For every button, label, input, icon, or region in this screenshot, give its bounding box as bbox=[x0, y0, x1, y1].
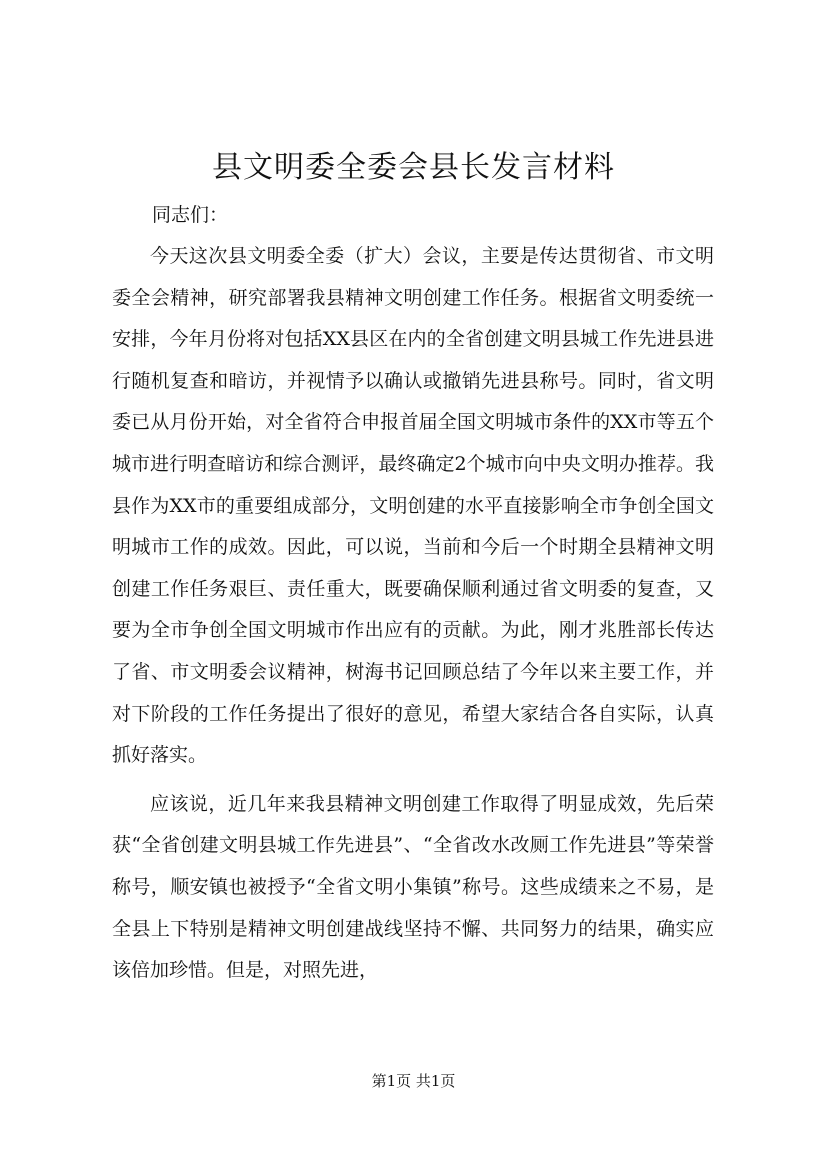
document-title: 县文明委全委会县长发言材料 bbox=[212, 150, 615, 185]
paragraph-1: 今天这次县文明委全委（扩大）会议，主要是传达贯彻省、市文明委全会精神，研究部署我县精神文明创建工作任务。根据省文明委统一安排，今年月份将对包括XX县区在内的全省创建文明县城工作先进县进行随机复查和暗访，并视情予以确认或撤销先进县称号。同时，省文明委已从月份开始，对全省符合申报首届全国文明城市条件的XX市等五个城市进行明查暗访和综合测评，最终确定2个城市向中央文明办推荐。我县作为XX市的重要组成部分，文明创建的水平直接影响全市争创全国文明城市工作的成效。因此，可以说，当前和今后一个时期全县精神文明创建工作任务艰巨、责任重大，既要确保顺利通过省文明委的复查，又要为全市争创全国文明城市作出应有的贡献。为此，刚才兆胜部长传达了省、市文明委会议精神，树海书记回顾总结了今年以来主要工作，并对下阶段的工作任务提出了很好的意见，希望大家结合各自实际，认真抓好落实。 bbox=[112, 245, 714, 767]
page-footer: 第1页 共1页 bbox=[371, 1072, 456, 1090]
paragraph-2: 应该说，近几年来我县精神文明创建工作取得了明显成效，先后荣获“全省创建文明县城工作先进县”、“全省改水改厕工作先进县”等荣誉称号，顺安镇也被授予“全省文明小集镇”称号。这些成绩来之不易，是全县上下特别是精神文明创建战线坚持不懈、共同努力的结果，确实应该倍加珍惜。但是，对照先进， bbox=[112, 792, 714, 982]
document-body bbox=[112, 236, 714, 999]
salutation: 同志们： bbox=[152, 204, 229, 226]
